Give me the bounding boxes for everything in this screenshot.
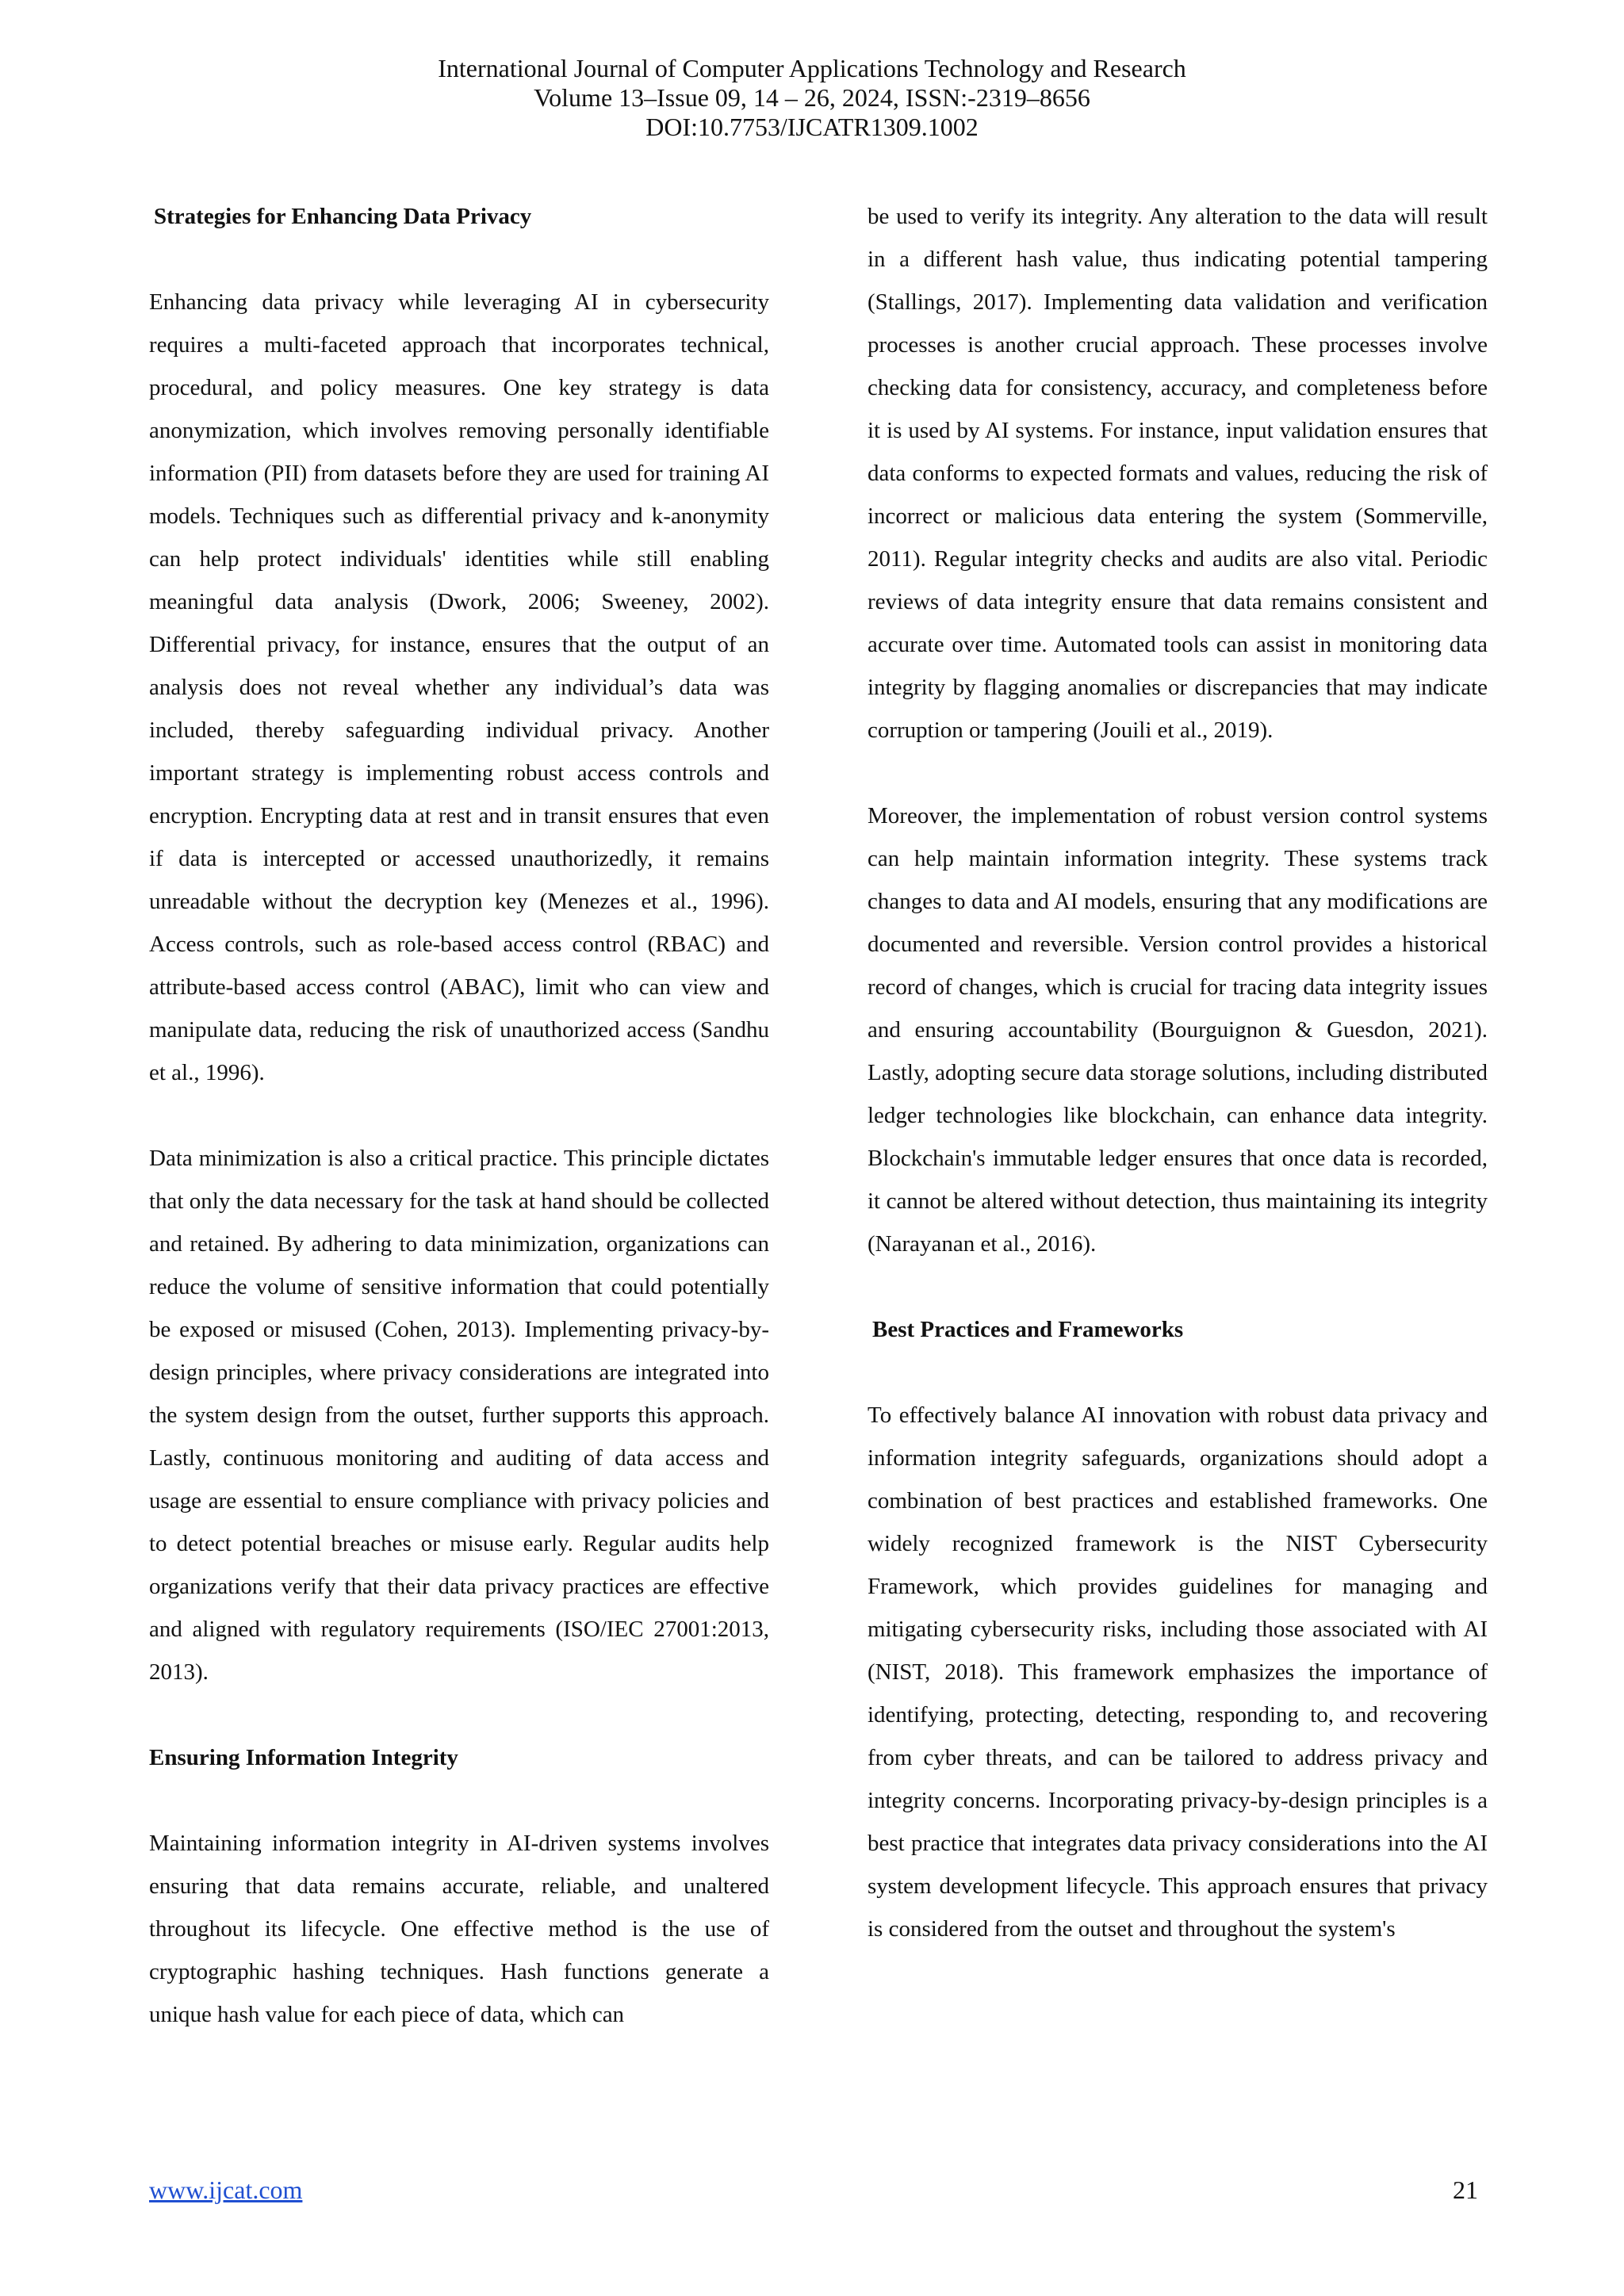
paragraph-information-integrity: Maintaining information integrity in AI-driven systems involves ensuring that data remains accurate, reliable, and unaltered throughout its lifecycle. One effective method is the use of cryptographic hashing techniques. Hash functions generate a unique hash value for each piece of data, which can	[149, 1831, 769, 2027]
paragraph-hash-validation: be used to verify its integrity. Any alteration to the data will result in a different hash value, thus indicating potential tampering (Stallings, 2017). Implementing data validation and verification processes is another crucial approach. These processes involve checking data for consistency, accuracy, and completeness before it is used by AI systems. For instance, input validation ensures that data conforms to expected formats and values, reducing the risk of incorrect or malicious data entering the system (Sommerville, 2011). Regular integrity checks and audits are also vital. Periodic reviews of data integrity ensure that data remains consistent and accurate over time. Automated tools can assist in monitoring data integrity by flagging anomalies or discrepancies that may indicate corruption or tampering (Jouili et al., 2019).	[868, 204, 1488, 743]
page-number: 21	[1453, 2175, 1478, 2204]
journal-doi: DOI:10.7753/IJCATR1309.1002	[645, 113, 979, 141]
paragraph-version-control: Moreover, the implementation of robust version control systems can help maintain information integrity. These systems track changes to data and AI models, ensuring that any modifications are documented and reversible. Version control provides a historical record of changes, which is crucial for tracing data integrity issues and ensuring accountability (Bourguignon & Guesdon, 2021). Lastly, adopting secure data storage solutions, including distributed ledger technologies like blockchain, can enhance data integrity. Blockchain's immutable ledger ensures that once data is recorded, it cannot be altered without detection, thus maintaining its integrity (Narayanan et al., 2016).	[868, 803, 1488, 1257]
journal-header	[0, 54, 1624, 142]
website-link[interactable]: www.ijcat.com	[149, 2175, 303, 2204]
paragraph-data-privacy-strategies: Enhancing data privacy while leveraging AI in cybersecurity requires a multi-faceted approach that incorporates technical, procedural, and policy measures. One key strategy is data anonymization, which involves removing personally identifiable information (PII) from datasets before they are used for training AI models. Techniques such as differential privacy and k-anonymity can help protect individuals' identities while still enabling meaningful data analysis (Dwork, 2006; Sweeney, 2002). Differential privacy, for instance, ensures that the output of an analysis does not reveal whether any individual’s data was included, thereby safeguarding individual privacy. Another important strategy is implementing robust access controls and encryption. Encrypting data at rest and in transit ensures that even if data is intercepted or accessed unauthorizedly, it remains unreadable without the decryption key (Menezes et al., 1996). Access controls, such as role-based access control (RBAC) and attribute-based access control (ABAC), limit who can view and manipulate data, reducing the risk of unauthorized access (Sandhu et al., 1996).	[149, 289, 769, 1085]
paragraph-data-minimization: Data minimization is also a critical practice. This principle dictates that only the data necessary for the task at hand should be collected and retained. By adhering to data minimization, organizations can reduce the volume of sensitive information that could potentially be exposed or misused (Cohen, 2013). Implementing privacy-by-design principles, where privacy considerations are integrated into the system design from the outset, further supports this approach. Lastly, continuous monitoring and auditing of data access and usage are essential to ensure compliance with privacy policies and to detect potential breaches or misuse early. Regular audits help organizations verify that their data privacy practices are effective and aligned with regulatory requirements (ISO/IEC 27001:2013, 2013).	[149, 1146, 769, 1685]
journal-volume-issn: Volume 13–Issue 09, 14 – 26, 2024, ISSN:-2319–8656	[534, 83, 1090, 112]
spacer	[149, 1693, 769, 1736]
spacer	[868, 1265, 1488, 1308]
left-column	[149, 195, 769, 2036]
journal-title: International Journal of Computer Applications Technology and Research	[438, 54, 1186, 82]
paragraph-best-practices: To effectively balance AI innovation with robust data privacy and information integrity safeguards, organizations should adopt a combination of best practices and established frameworks. One widely recognized framework is the NIST Cybersecurity Framework, which provides guidelines for managing and mitigating cybersecurity risks, including those associated with AI (NIST, 2018). This framework emphasizes the importance of identifying, protecting, detecting, responding to, and recovering from cyber threats, and can be tailored to address privacy and integrity concerns. Incorporating privacy-by-design principles is a best practice that integrates data privacy considerations into the AI system development lifecycle. This approach ensures that privacy is considered from the outset and throughout the system's	[868, 1402, 1488, 1942]
spacer	[149, 238, 769, 281]
right-column	[868, 195, 1488, 1950]
section-heading-best-practices: Best Practices and Frameworks	[872, 1317, 1184, 1342]
spacer	[868, 752, 1488, 794]
spacer	[149, 1779, 769, 1822]
section-heading-data-privacy: Strategies for Enhancing Data Privacy	[154, 204, 532, 229]
spacer	[868, 1351, 1488, 1394]
spacer	[149, 1094, 769, 1137]
section-heading-information-integrity: Ensuring Information Integrity	[149, 1745, 458, 1770]
